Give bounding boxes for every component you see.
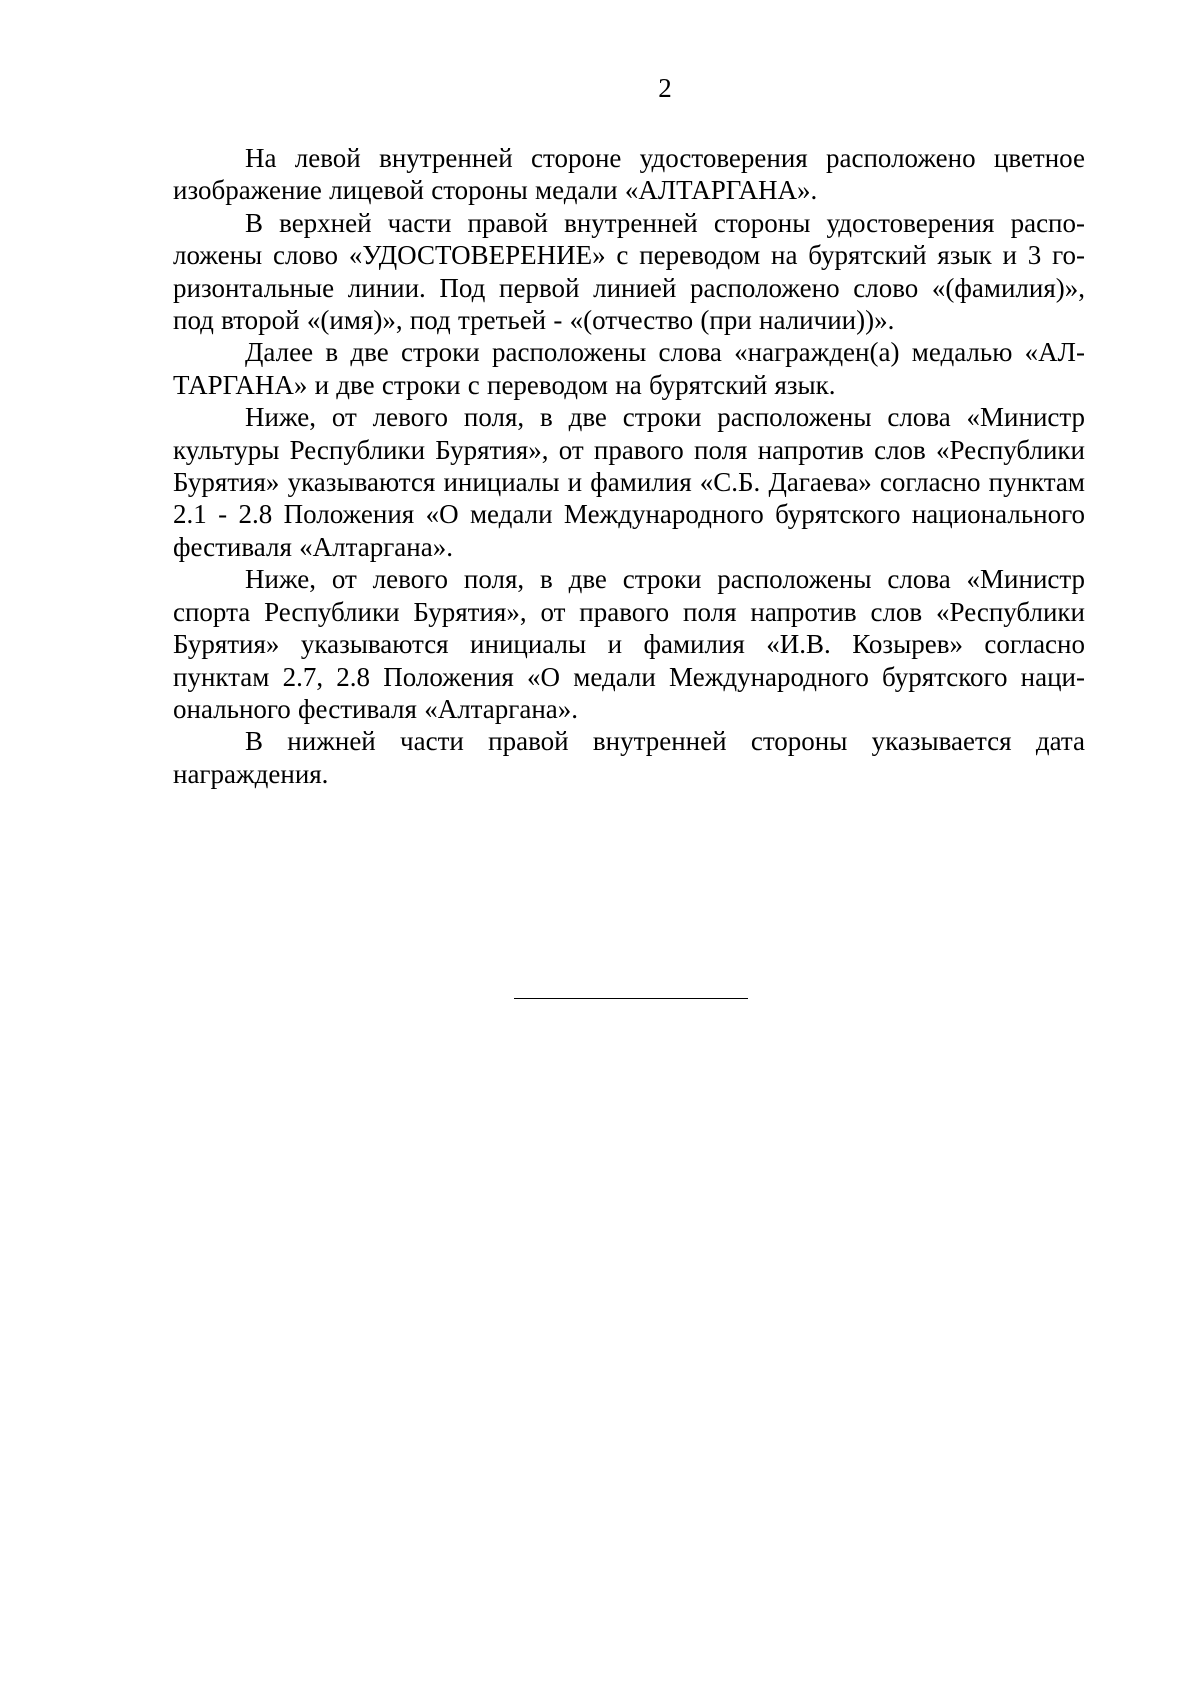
paragraph-award-date: В нижней части правой внутренней стороны указывается дата награждения.	[173, 726, 1085, 789]
closing-divider	[514, 998, 748, 999]
paragraph-medal-image: На левой внутренней стороне удостоверения расположено цветное изображение лицевой стороны медали «АЛТАРГАНА».	[173, 143, 1085, 206]
paragraph-culture-minister: Ниже, от левого поля, в две строки расположены слова «Министр культуры Республики Бурятия», от правого поля напротив слов «Республики Бурятия» указываются инициалы и фамилия «С.Б. Дагаева» согласно пунктам 2.1 - 2.8 Положения «О медали Международного бурятского национального фестиваля «Алтаргана».	[173, 402, 1085, 562]
paragraph-certificate-header: В верхней части правой внутренней стороны удостоверения расположены слово «УДОСТОВЕРЕНИЕ» с переводом на бурятский язык и 3 горизонтальные линии. Под первой линией расположено слово «(фамилия)», под второй «(имя)», под третьей - «(отчество (при наличии))».	[173, 207, 1085, 336]
paragraph-awarded-text: Далее в две строки расположены слова «награжден(а) медалью «АЛТАРГАНА» и две строки с переводом на бурятский язык.	[173, 337, 1085, 400]
document-body	[173, 142, 1085, 790]
paragraph-sport-minister: Ниже, от левого поля, в две строки расположены слова «Министр спорта Республики Бурятия», от правого поля напротив слов «Республики Бурятия» указываются инициалы и фамилия «И.В. Козырев» согласно пунктам 2.7, 2.8 Положения «О медали Международного бурятского национального фестиваля «Алтаргана».	[173, 564, 1085, 724]
page-number: 2	[658, 73, 672, 103]
